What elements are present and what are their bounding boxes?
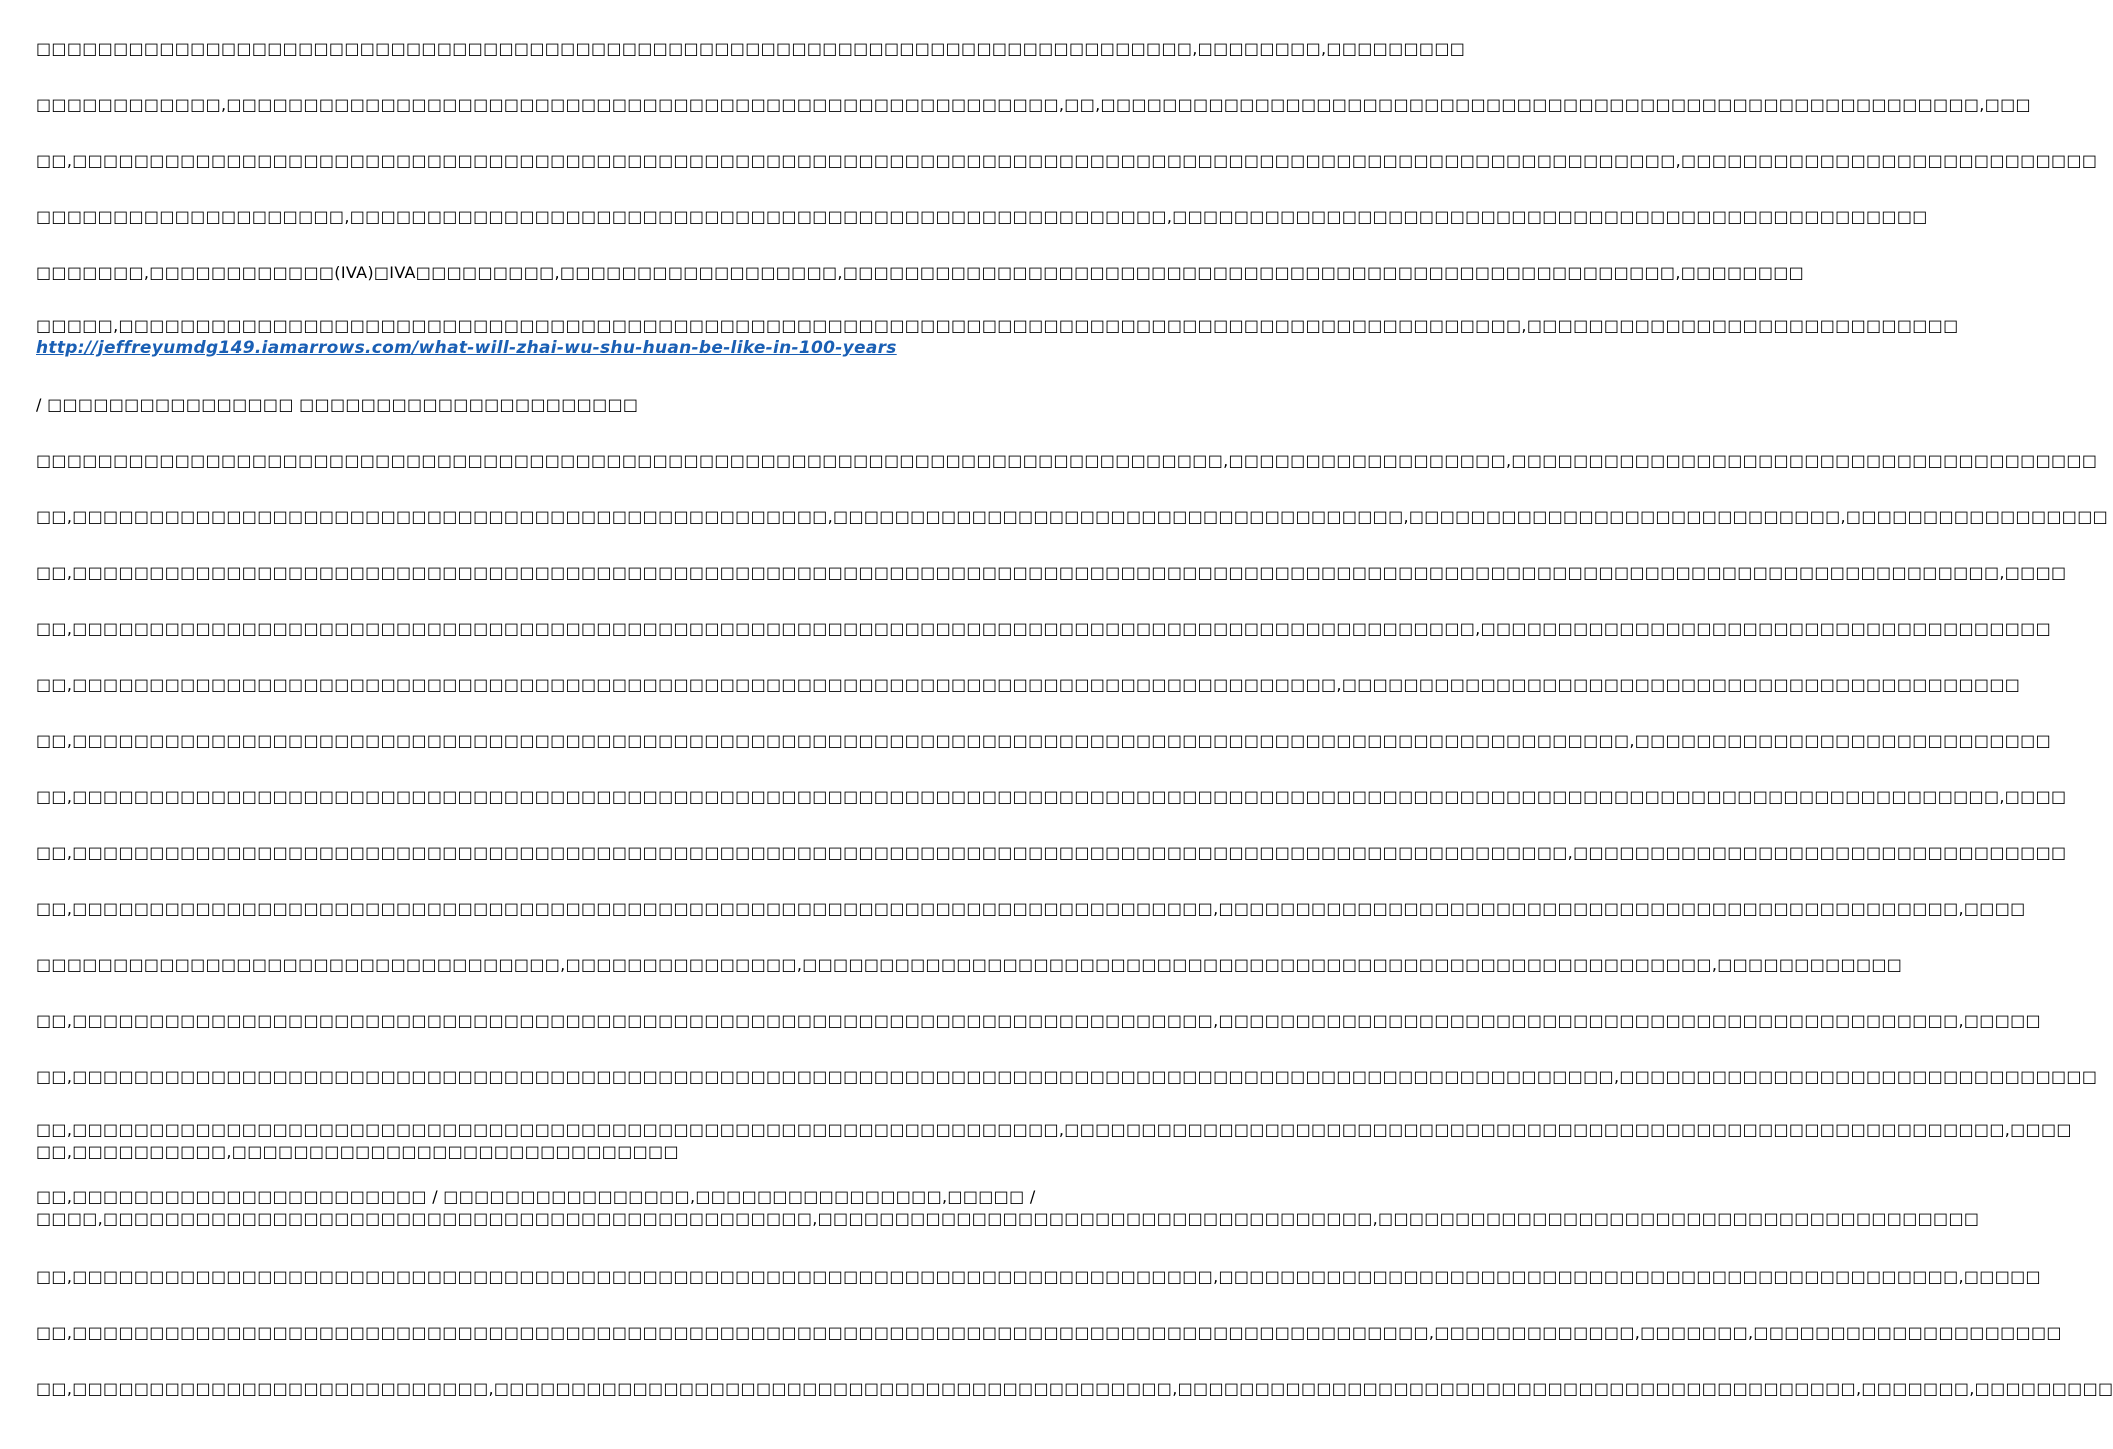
paragraph-22: □□,□□□□□□□□□□□□□□□□□□□□□□□□□□□□□□□□□□□□□□□□□□□□□□□□□□□□□□□□□□□□□□□□□□□□□□□□□□,□□□□□□□□□□□□□□□□□□□□□□□□□□□□□□□□□□□□□□□□□□□□□□□□,□□□□□ xyxy=(36,1267,2041,1286)
paragraph-3: □□,□□□□□□□□□□□□□□□□□□□□□□□□□□□□□□□□□□□□□□□□□□□□□□□□□□□□□□□□□□□□□□□□□□□□□□□□□□□□□□□□□□□□□□□□□□□□□□□□□□□□□□□□,□□□□□□□□□□□□□□□□□□□□□□□□□□□ xyxy=(36,151,2098,170)
paragraph-1: □□□□□□□□□□□□□□□□□□□□□□□□□□□□□□□□□□□□□□□□□□□□□□□□□□□□□□□□□□□□□□□□□□□□□□□□□□□,□□□□□□□□,□□□□□□□□□ xyxy=(36,39,1466,58)
paragraph-24: □□,□□□□□□□□□□□□□□□□□□□□□□□□□□□,□□□□□□□□□□□□□□□□□□□□□□□□□□□□□□□□□□□□□□□□□□□□,□□□□□□□□□□□□□□□□□□□□□□□□□□□□□□□□□□□□□□□□□□□□,□□□□□□□,□□□□□□□□□ xyxy=(36,1379,2113,1398)
paragraph-20 xyxy=(36,1119,2072,1163)
paragraph-6 xyxy=(36,315,1959,359)
paragraph-16: □□,□□□□□□□□□□□□□□□□□□□□□□□□□□□□□□□□□□□□□□□□□□□□□□□□□□□□□□□□□□□□□□□□□□□□□□□□□□,□□□□□□□□□□□□□□□□□□□□□□□□□□□□□□□□□□□□□□□□□□□□□□□□,□□□□ xyxy=(36,899,2026,918)
paragraph-20-line-1: □□,□□□□□□□□□□□□□□□□□□□□□□□□□□□□□□□□□□□□□□□□□□□□□□□□□□□□□□□□□□□□□□□□,□□□□□□□□□□□□□□□□□□□□□□□□□□□□□□□□□□□□□□□□□□□□□□□□□□□□□□□□□□□□□,□□□□ xyxy=(36,1120,2072,1139)
paragraph-8: □□□□□□□□□□□□□□□□□□□□□□□□□□□□□□□□□□□□□□□□□□□□□□□□□□□□□□□□□□□□□□□□□□□□□□□□□□□□□,□□□□□□□□□□□□□□□□□□,□□□□□□□□□□□□□□□□□□□□□□□□□□□□□□□□□□□□□□ xyxy=(36,451,2098,470)
paragraph-15: □□,□□□□□□□□□□□□□□□□□□□□□□□□□□□□□□□□□□□□□□□□□□□□□□□□□□□□□□□□□□□□□□□□□□□□□□□□□□□□□□□□□□□□□□□□□□□□□□□□□,□□□□□□□□□□□□□□□□□□□□□□□□□□□□□□□□ xyxy=(36,843,2067,862)
paragraph-5: □□□□□□□,□□□□□□□□□□□□(IVA)□IVA□□□□□□□□□,□□□□□□□□□□□□□□□□□□,□□□□□□□□□□□□□□□□□□□□□□□□□□□□□□□□□□□□□□□□□□□□□□□□□□□□□□,□□□□□□□□ xyxy=(36,263,1805,282)
paragraph-2: □□□□□□□□□□□□,□□□□□□□□□□□□□□□□□□□□□□□□□□□□□□□□□□□□□□□□□□□□□□□□□□□□□□,□□,□□□□□□□□□□□□□□□□□□□□□□□□□□□□□□□□□□□□□□□□□□□□□□□□□□□□□□□□□,□□□ xyxy=(36,95,2031,114)
paragraph-6-text: □□□□□,□□□□□□□□□□□□□□□□□□□□□□□□□□□□□□□□□□□□□□□□□□□□□□□□□□□□□□□□□□□□□□□□□□□□□□□□□□□□□□□□□□□□□□□□□□□,□□□□□□□□□□□□□□□□□□□□□□□□□□□□ xyxy=(36,316,1959,335)
paragraph-21-line-1: □□,□□□□□□□□□□□□□□□□□□□□□□□ / □□□□□□□□□□□□□□□□,□□□□□□□□□□□□□□□□,□□□□□ / xyxy=(36,1187,1036,1206)
paragraph-17: □□□□□□□□□□□□□□□□□□□□□□□□□□□□□□□□□□,□□□□□□□□□□□□□□□,□□□□□□□□□□□□□□□□□□□□□□□□□□□□□□□□□□□□□□□□□□□□□□□□□□□□□□□□□□□,□□□□□□□□□□□□ xyxy=(36,955,1903,974)
paragraph-14: □□,□□□□□□□□□□□□□□□□□□□□□□□□□□□□□□□□□□□□□□□□□□□□□□□□□□□□□□□□□□□□□□□□□□□□□□□□□□□□□□□□□□□□□□□□□□□□□□□□□□□□□□□□□□□□□□□□□□□□□□□□□□□□□,□□□□ xyxy=(36,787,2067,806)
paragraph-13: □□,□□□□□□□□□□□□□□□□□□□□□□□□□□□□□□□□□□□□□□□□□□□□□□□□□□□□□□□□□□□□□□□□□□□□□□□□□□□□□□□□□□□□□□□□□□□□□□□□□□□□□,□□□□□□□□□□□□□□□□□□□□□□□□□□□ xyxy=(36,731,2052,750)
article-link[interactable]: http://jeffreyumdg149.iamarrows.com/what-will-zhai-wu-shu-huan-be-like-in-100-years xyxy=(36,338,897,358)
paragraph-12: □□,□□□□□□□□□□□□□□□□□□□□□□□□□□□□□□□□□□□□□□□□□□□□□□□□□□□□□□□□□□□□□□□□□□□□□□□□□□□□□□□□□□,□□□□□□□□□□□□□□□□□□□□□□□□□□□□□□□□□□□□□□□□□□□□ xyxy=(36,675,2021,694)
paragraph-23: □□,□□□□□□□□□□□□□□□□□□□□□□□□□□□□□□□□□□□□□□□□□□□□□□□□□□□□□□□□□□□□□□□□□□□□□□□□□□□□□□□□□□□□□□□□,□□□□□□□□□□□□□,□□□□□□□,□□□□□□□□□□□□□□□□□□□□ xyxy=(36,1323,2062,1342)
paragraph-18: □□,□□□□□□□□□□□□□□□□□□□□□□□□□□□□□□□□□□□□□□□□□□□□□□□□□□□□□□□□□□□□□□□□□□□□□□□□□□,□□□□□□□□□□□□□□□□□□□□□□□□□□□□□□□□□□□□□□□□□□□□□□□□,□□□□□ xyxy=(36,1011,2041,1030)
paragraph-11: □□,□□□□□□□□□□□□□□□□□□□□□□□□□□□□□□□□□□□□□□□□□□□□□□□□□□□□□□□□□□□□□□□□□□□□□□□□□□□□□□□□□□□□□□□□□□□,□□□□□□□□□□□□□□□□□□□□□□□□□□□□□□□□□□□□□ xyxy=(36,619,2052,638)
paragraph-20-line-2: □□,□□□□□□□□□□,□□□□□□□□□□□□□□□□□□□□□□□□□□□□□ xyxy=(36,1142,679,1161)
paragraph-19: □□,□□□□□□□□□□□□□□□□□□□□□□□□□□□□□□□□□□□□□□□□□□□□□□□□□□□□□□□□□□□□□□□□□□□□□□□□□□□□□□□□□□□□□□□□□□□□□□□□□□□□,□□□□□□□□□□□□□□□□□□□□□□□□□□□□□□□ xyxy=(36,1067,2098,1086)
paragraph-21-line-2: □□□□,□□□□□□□□□□□□□□□□□□□□□□□□□□□□□□□□□□□□□□□□□□□□□□,□□□□□□□□□□□□□□□□□□□□□□□□□□□□□□□□□□□□,□□□□□□□□□□□□□□□□□□□□□□□□□□□□□□□□□□□□□□□ xyxy=(36,1209,1980,1228)
paragraph-10: □□,□□□□□□□□□□□□□□□□□□□□□□□□□□□□□□□□□□□□□□□□□□□□□□□□□□□□□□□□□□□□□□□□□□□□□□□□□□□□□□□□□□□□□□□□□□□□□□□□□□□□□□□□□□□□□□□□□□□□□□□□□□□□□,□□□□ xyxy=(36,563,2067,582)
paragraph-21 xyxy=(36,1186,1980,1230)
paragraph-9: □□,□□□□□□□□□□□□□□□□□□□□□□□□□□□□□□□□□□□□□□□□□□□□□□□□□,□□□□□□□□□□□□□□□□□□□□□□□□□□□□□□□□□□□□□,□□□□□□□□□□□□□□□□□□□□□□□□□□□□,□□□□□□□□□□□□□□□□□ xyxy=(36,507,2109,526)
paragraph-4: □□□□□□□□□□□□□□□□□□□□,□□□□□□□□□□□□□□□□□□□□□□□□□□□□□□□□□□□□□□□□□□□□□□□□□□□□□,□□□□□□□□□□□□□□□□□□□□□□□□□□□□□□□□□□□□□□□□□□□□□□□□□ xyxy=(36,207,1928,226)
paragraph-7: / □□□□□□□□□□□□□□□□ □□□□□□□□□□□□□□□□□□□□□□ xyxy=(36,395,639,414)
